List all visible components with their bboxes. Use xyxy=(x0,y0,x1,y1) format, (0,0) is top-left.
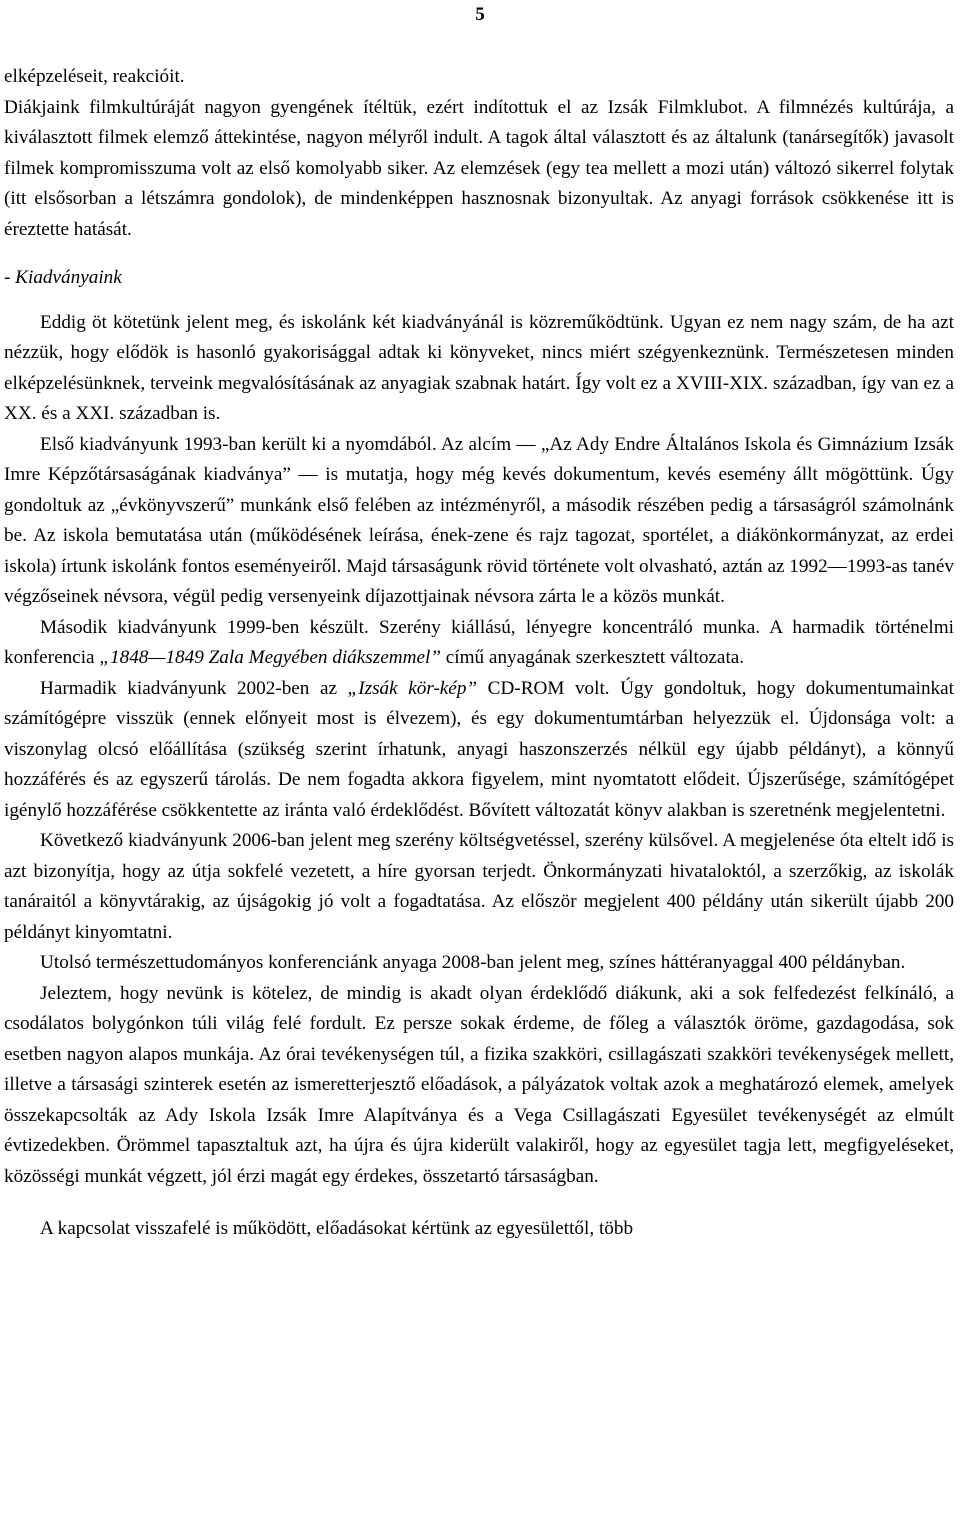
harmadik-text-after: CD-ROM volt. Úgy gondoltuk, hogy dokumentumainkat számítógépre visszük (ennek előnyeit most is élvezem), és egy dokumentumtárban helyezzük el. Újdonsága volt: a viszonylag olcsó előállítása (szükség szerint írhatunk, anyagi haszonszerzés nélkül egy újabb példányt), a könnyű hozzáférés és az egyszerű tárolás. De nem fogadta akkora figyelem, mint nyomtatott elődeit. Újszerűsége, számítógépet igénylő hozzáférése csökkentette az iránta való érdeklődést. Bővített változatát könyv alakban is szeretnénk megjelentetni. xyxy=(4,677,954,821)
paragraph-kovetkezo-kiadvany: Következő kiadványunk 2006-ban jelent meg szerény költségvetéssel, szerény külsővel. A megjelenése óta eltelt idő is azt bizonyítja, hogy az útja sokfelé vezetett, a híre gyorsan terjedt. Önkormányzati hivataloktól, a szerzőkig, az iskolák tanáraitól a könyvtárakig, az újságokig jó volt a fogadtatása. Az először megjelent 400 példány után sikerült újabb 200 példányt kinyomtatni. xyxy=(4,830,954,943)
section-heading-kiadvanyaink: - Kiadványaink xyxy=(4,267,122,288)
paragraph-eddig: Eddig öt kötetünk jelent meg, és iskolánk két kiadványánál is közreműködtünk. Ugyan ez nem nagy szám, de ha azt nézzük, hogy elődök is hasonló gyakorisággal adtak ki könyveket, nincs miért szégyenkeznünk. Természetesen minden elképzelésünknek, terveink megvalósításának az anyagiak szabnak határt. Így volt ez a XVIII-XIX. században, így van ez a XX. és a XXI. században is. xyxy=(4,311,954,424)
paragraph-jeleztem: Jeleztem, hogy nevünk is kötelez, de mindig is akadt olyan érdeklődő diákunk, aki a sok felfedezést felkínáló, a csodálatos bolygónkon túli világ felé fordult. Ez persze sokak érdeme, de főleg a választók öröme, gazdagodása, sok esetben nagyon alapos munkája. Az órai tevékenységen túl, a fizika szakköri, csillagászati szakköri tevékenységek mellett, illetve a társasági szinterek esetén az ismeretterjesztő előadások, a pályázatok voltak azok a meghatározó elemek, amelyek összekapcsolták az Ady Iskola Izsák Imre Alapítványa és a Vega Csillagászati Egyesület tevékenységét az elmúlt évtizedekben. Örömmel tapasztaltuk azt, ha újra és újra kiderült valakiről, hogy az egyesület tagja lett, megfigyeléseket, közösségi munkát végzett, jól érzi magát egy érdekes, összetartó társaságban. xyxy=(4,982,954,1187)
paragraph-masodik-kiadvany xyxy=(4,613,954,674)
harmadik-title: „Izsák kör-kép” xyxy=(347,677,478,699)
paragraph-filmklub: Diákjaink filmkultúráját nagyon gyengének ítéltük, ezért indítottuk el az Izsák Filmklubot. A filmnézés kultúrája, a kiválasztott filmek elemző áttekintése, nagyon mélyről indult. A tagok által választott és az általunk (tanársegítők) javasolt filmek kompromisszuma volt az első komolyabb siker. Az elemzések (egy tea mellett a mozi után) változó sikerrel folytak (itt elsősorban a létszámra gondolok), de mindenképpen hasznosnak bizonyultak. Az anyagi források csökkenése itt is éreztette hatását. xyxy=(4,96,954,240)
document-body xyxy=(4,62,954,1245)
paragraph-elso-kiadvany: Első kiadványunk 1993-ban került ki a nyomdából. Az alcím — „Az Ady Endre Általános Iskola és Gimnázium Izsák Imre Képzőtársaságának kiadványa” — is mutatja, hogy még kevés dokumentum, kevés esemény állt mögöttünk. Úgy gondoltuk az „évkönyvszerű” munkánk első felében az intézményről, a második részében pedig a társaságról számolnánk be. Az iskola bemutatása után (működésének leírása, ének-zene és rajz tagozat, sportélet, a diákönkormányzat, az erdei iskola) írtunk iskolánk fontos eseményeiről. Majd társaságunk rövid története volt olvasható, aztán az 1992—1993-as tanév végzőseinek névsora, végül pedig versenyeink díjazottjainak névsora zárta le a közös munkát. xyxy=(4,433,954,607)
page-number: 5 xyxy=(475,4,485,25)
paragraph-harmadik-kiadvany xyxy=(4,674,954,827)
masodik-title: „1848—1849 Zala Megyében diákszemmel” xyxy=(99,647,441,668)
masodik-text-after: című anyagának szerkesztett változata. xyxy=(440,647,745,668)
masodik-text-before: Második kiadványunk 1999-ben készült. Szerény kiállású, lényegre koncentráló munka. A harmadik történelmi konferencia xyxy=(4,616,954,668)
paragraph-final: A kapcsolat visszafelé is működött, előadásokat kértünk az egyesülettől, több xyxy=(40,1218,634,1239)
harmadik-text-before: Harmadik kiadványunk 2002-ben az xyxy=(40,677,348,699)
paragraph-utolso-konferencia: Utolsó természettudományos konferenciánk anyaga 2008-ban jelent meg, színes háttéranyaggal 400 példányban. xyxy=(40,952,906,973)
paragraph-intro-end: elképzeléseit, reakcióit. xyxy=(4,66,185,87)
